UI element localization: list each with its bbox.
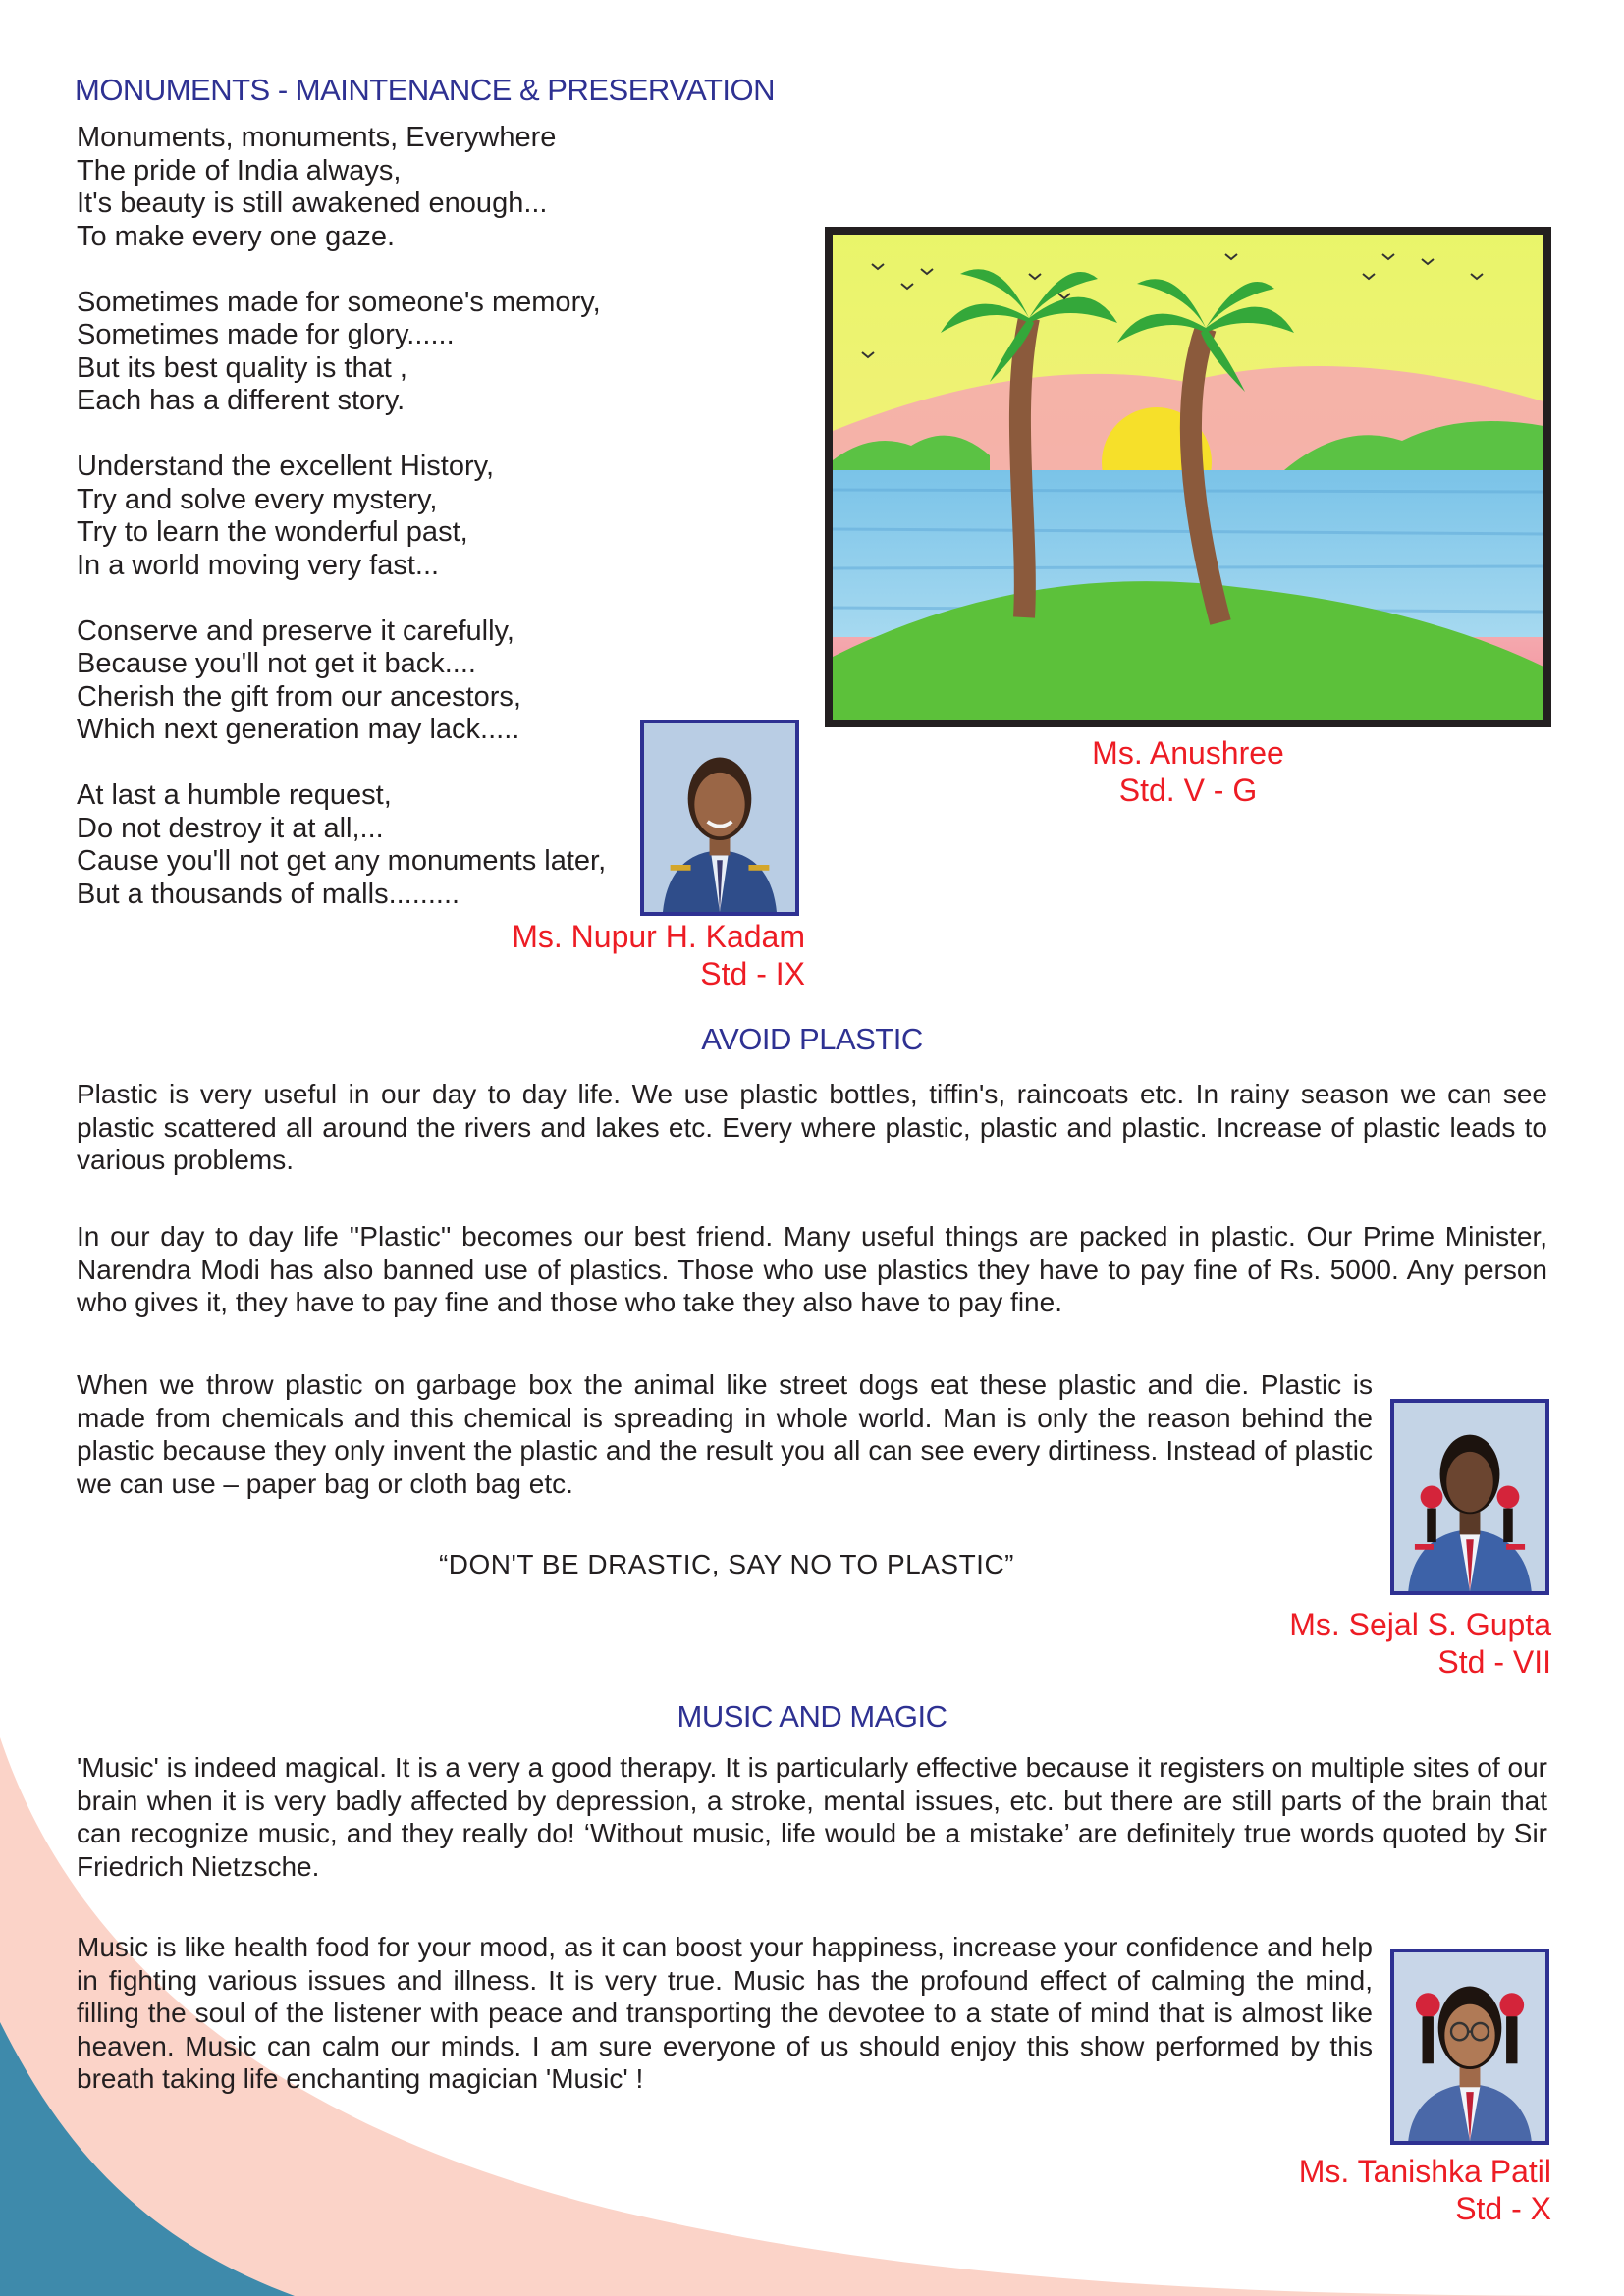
poem-line: Try to learn the wonderful past,: [77, 516, 468, 548]
poem-stanza: [77, 451, 666, 582]
poem-line: Monuments, monuments, Everywhere: [77, 122, 557, 153]
poem-line: At last a humble request,: [77, 779, 392, 811]
artist-name: Ms. Anushree: [1092, 735, 1284, 771]
plastic-paragraph: When we throw plastic on garbage box the animal like street dogs eat these plastic and die. Plastic is made from chemicals and this chemical is spreading in whole world. Man is only the reason behind the plastic because they only invent the plastic and the result you all can see every dirtiness. Instead of plastic we can use – paper bag or cloth bag etc.: [77, 1369, 1373, 1499]
sejal-photo: [1390, 1399, 1549, 1595]
poem-line: Try and solve every mystery,: [77, 483, 438, 515]
student-portrait-icon: [644, 723, 795, 912]
poem-line: Sometimes made for someone's memory,: [77, 286, 601, 318]
poem-line: Cause you'll not get any monuments later,: [77, 845, 607, 877]
poem-line: But its best quality is that ,: [77, 351, 407, 384]
poem-line: Because you'll not get it back....: [77, 648, 476, 679]
poem-line: It's beauty is still awakened enough...: [77, 187, 548, 219]
plastic-title: AVOID PLASTIC: [701, 1022, 923, 1056]
poem-line: To make every one gaze.: [77, 220, 396, 252]
author-name: Ms. Tanishka Patil: [1298, 2154, 1551, 2189]
poem-line: But a thousands of malls.........: [77, 878, 460, 910]
poem-line: Cherish the gift from our ancestors,: [77, 680, 521, 713]
painting-artist: [982, 734, 1394, 809]
poem-line: The pride of India always,: [77, 154, 402, 187]
poem-line: Do not destroy it at all,...: [77, 812, 384, 844]
poem-stanza: [77, 615, 666, 747]
nupur-photo: [640, 720, 799, 916]
poem-stanza: [77, 122, 666, 253]
monuments-title: MONUMENTS - MAINTENANCE & PRESERVATION: [75, 73, 776, 107]
poem-line: Understand the excellent History,: [77, 451, 495, 482]
plastic-paragraph: In our day to day life ''Plastic'' becomes our best friend. Many useful things are packed in plastic. Our Prime Minister, Narendra Modi has also banned use of plastics. Those who use plastics they have to pay fine of Rs. 5000. Any person who gives it, they have to pay fine and those who take they also have to pay fine.: [77, 1221, 1547, 1317]
author-std: Std - VII: [1437, 1644, 1551, 1680]
author-name: Ms. Sejal S. Gupta: [1289, 1607, 1551, 1642]
poem-stanza: [77, 779, 666, 911]
poem-line: Conserve and preserve it carefully,: [77, 614, 514, 647]
plastic-paragraph: Plastic is very useful in our day to day life. We use plastic bottles, tiffin's, raincoats etc. In rainy season we can see plastic scattered all around the rivers and lakes etc. Every where plastic, plastic and plastic. Increase of plastic leads to various problems.: [77, 1079, 1547, 1175]
plastic-slogan: “DON'T BE DRASTIC, SAY NO TO PLASTIC”: [438, 1549, 1015, 1579]
palm-tree-painting: [825, 227, 1551, 727]
sejal-author: [1159, 1606, 1551, 1681]
palm-tree-sunset-drawing: [833, 235, 1543, 720]
author-name: Ms. Nupur H. Kadam: [512, 919, 805, 954]
author-std: Std - IX: [700, 956, 805, 991]
poem-line: Which next generation may lack.....: [77, 714, 520, 745]
poem-line: Sometimes made for glory......: [77, 319, 455, 350]
music-paragraph: 'Music' is indeed magical. It is a very a good therapy. It is particularly effective because it registers on multiple sites of our brain when it is very badly affected by depression, a stroke, mental issues, etc. but there are still parts of the brain that can recognize music, and they really do! ‘Without music, life would be a mistake’ are definitely true words quoted by Sir Friedrich Nietzsche.: [77, 1752, 1547, 1882]
nupur-author: [432, 918, 805, 992]
music-paragraph: Music is like health food for your mood, as it can boost your happiness, increase your confidence and help in fighting various issues and illness. It is very true. Music has the profound effect of calming the mind, filling the soul of the listener with peace and transporting the devotee to a state of mind that is almost like heaven. Music can calm our minds. I am sure everyone of us should enjoy this show performed by this breath taking life enchanting magician 'Music' !: [77, 1932, 1373, 2094]
student-portrait-icon: [1394, 1403, 1545, 1591]
poem-line: In a world moving very fast...: [77, 549, 440, 581]
student-portrait-icon: [1394, 1952, 1545, 2141]
music-title: MUSIC AND MAGIC: [677, 1699, 947, 1734]
monuments-poem: [77, 122, 666, 944]
tanishka-photo: [1390, 1949, 1549, 2145]
poem-line: Each has a different story.: [77, 385, 406, 416]
tanishka-author: [1159, 2153, 1551, 2227]
poem-stanza: [77, 287, 666, 418]
author-std: Std - X: [1455, 2191, 1551, 2226]
artist-std: Std. V - G: [1118, 773, 1258, 808]
